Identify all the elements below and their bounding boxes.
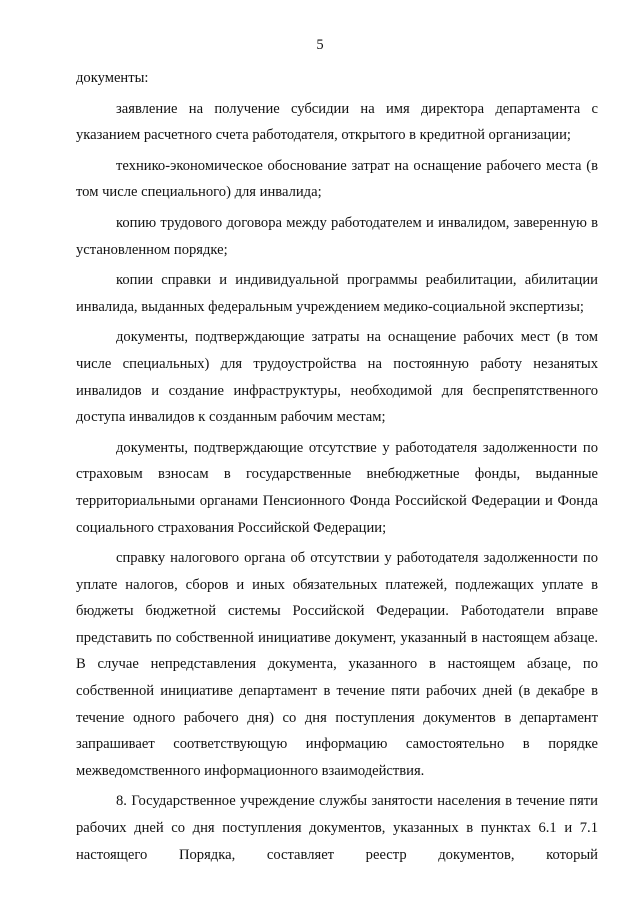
paragraph: документы: <box>76 70 149 86</box>
paragraph: справку налогового органа об отсутствии у работодателя задолженности по уплате налогов, сборов и иных обязательных платежей, подлежащих уплате в бюджеты бюджетной системы Российской Федерации. Работодатели вправе представить по собственной инициативе документ, указанный в настоящем абзаце. В случае непредставления документа, указанного в настоящем абзаце, по собственной инициативе департамент в течение пяти рабочих дней (в декабре в течение одного рабочего дня) со дня поступления документов в департамент запрашивает соответствующую информацию самостоятельно в порядке межведомственного информационного взаимодействия. <box>76 550 598 779</box>
paragraph: документы, подтверждающие отсутствие у работодателя задолженности по страховым взносам в государственные внебюджетные фонды, выданные территориальными органами Пенсионного Фонда Российской Федерации и Фонда социального страхования Российской Федерации; <box>76 439 598 536</box>
page-body <box>76 65 598 872</box>
paragraph: копию трудового договора между работодателем и инвалидом, заверенную в установленном порядке; <box>76 214 598 258</box>
paragraph: 8. Государственное учреждение службы занятости населения в течение пяти рабочих дней со дня поступления документов, указанных в пунктах 6.1 и 7.1 настоящего Порядка, составляет реестр документов, который <box>76 793 598 863</box>
paragraph: технико-экономическое обоснование затрат на оснащение рабочего места (в том числе специального) для инвалида; <box>76 157 598 201</box>
paragraph: копии справки и индивидуальной программы реабилитации, абилитации инвалида, выданных федеральным учреждением медико-социальной экспертизы; <box>76 272 598 315</box>
paragraph: заявление на получение субсидии на имя директора департамента с указанием расчетного счета работодателя, открытого в кредитной организации; <box>76 100 598 144</box>
page-number: 5 <box>316 37 324 53</box>
paragraph: документы, подтверждающие затраты на оснащение рабочих мест (в том числе специальных) для трудоустройства на постоянную работу незанятых инвалидов и создание инфраструктуры, необходимой для беспрепятственного доступа инвалидов к созданным рабочим местам; <box>76 329 598 426</box>
